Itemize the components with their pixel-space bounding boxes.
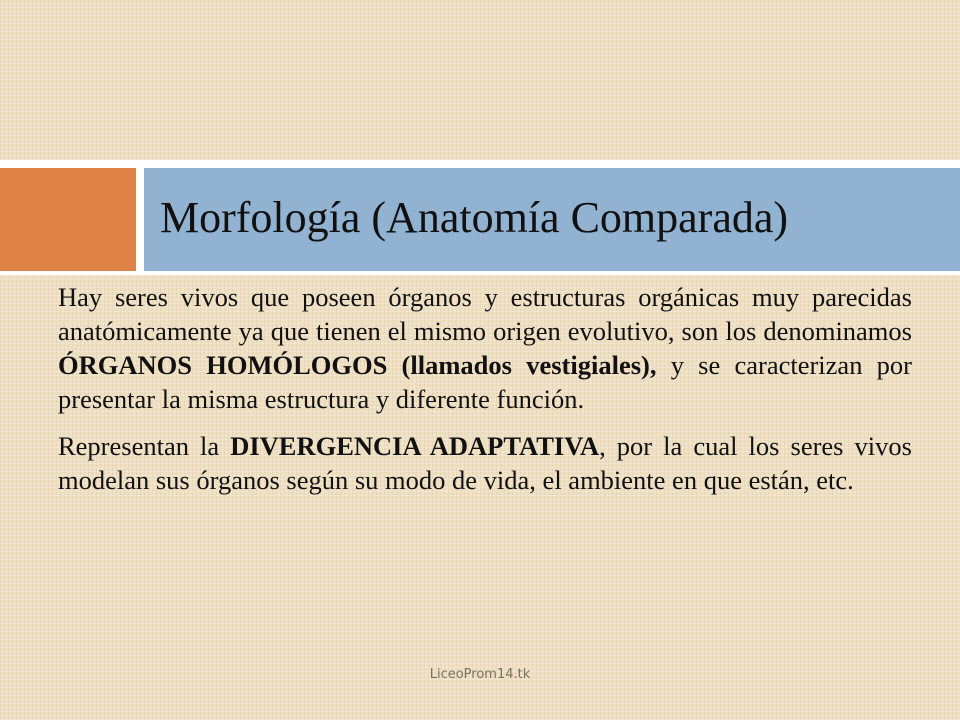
paragraph-1 xyxy=(58,280,912,416)
paragraph-2-text-after: , por la cual los seres vivos modelan sus órganos según su modo de vida, el ambiente en que están, etc. xyxy=(58,431,912,495)
paragraph-1-emphasis: ÓRGANOS HOMÓLOGOS (llamados vestigiales), xyxy=(58,350,657,380)
title-box xyxy=(144,168,960,271)
paragraph-2 xyxy=(58,429,912,497)
slide-title: Morfología (Anatomía Comparada) xyxy=(160,193,789,242)
slide-footer: LiceoProm14.tk xyxy=(429,667,531,682)
paragraph-2-emphasis: DIVERGENCIA ADAPTATIVA xyxy=(230,431,600,461)
paragraph-1-text-after: y se caracterizan por presentar la misma estructura y diferente función. xyxy=(58,350,912,414)
accent-box xyxy=(0,168,136,271)
paragraph-1-text-before: Hay seres vivos que poseen órganos y estructuras orgánicas muy parecidas anatómicamente ya que tienen el mismo origen evolutivo, son los denominamos xyxy=(58,282,912,346)
slide-body xyxy=(58,280,912,497)
paragraph-2-text-before: Representan la xyxy=(58,431,231,461)
